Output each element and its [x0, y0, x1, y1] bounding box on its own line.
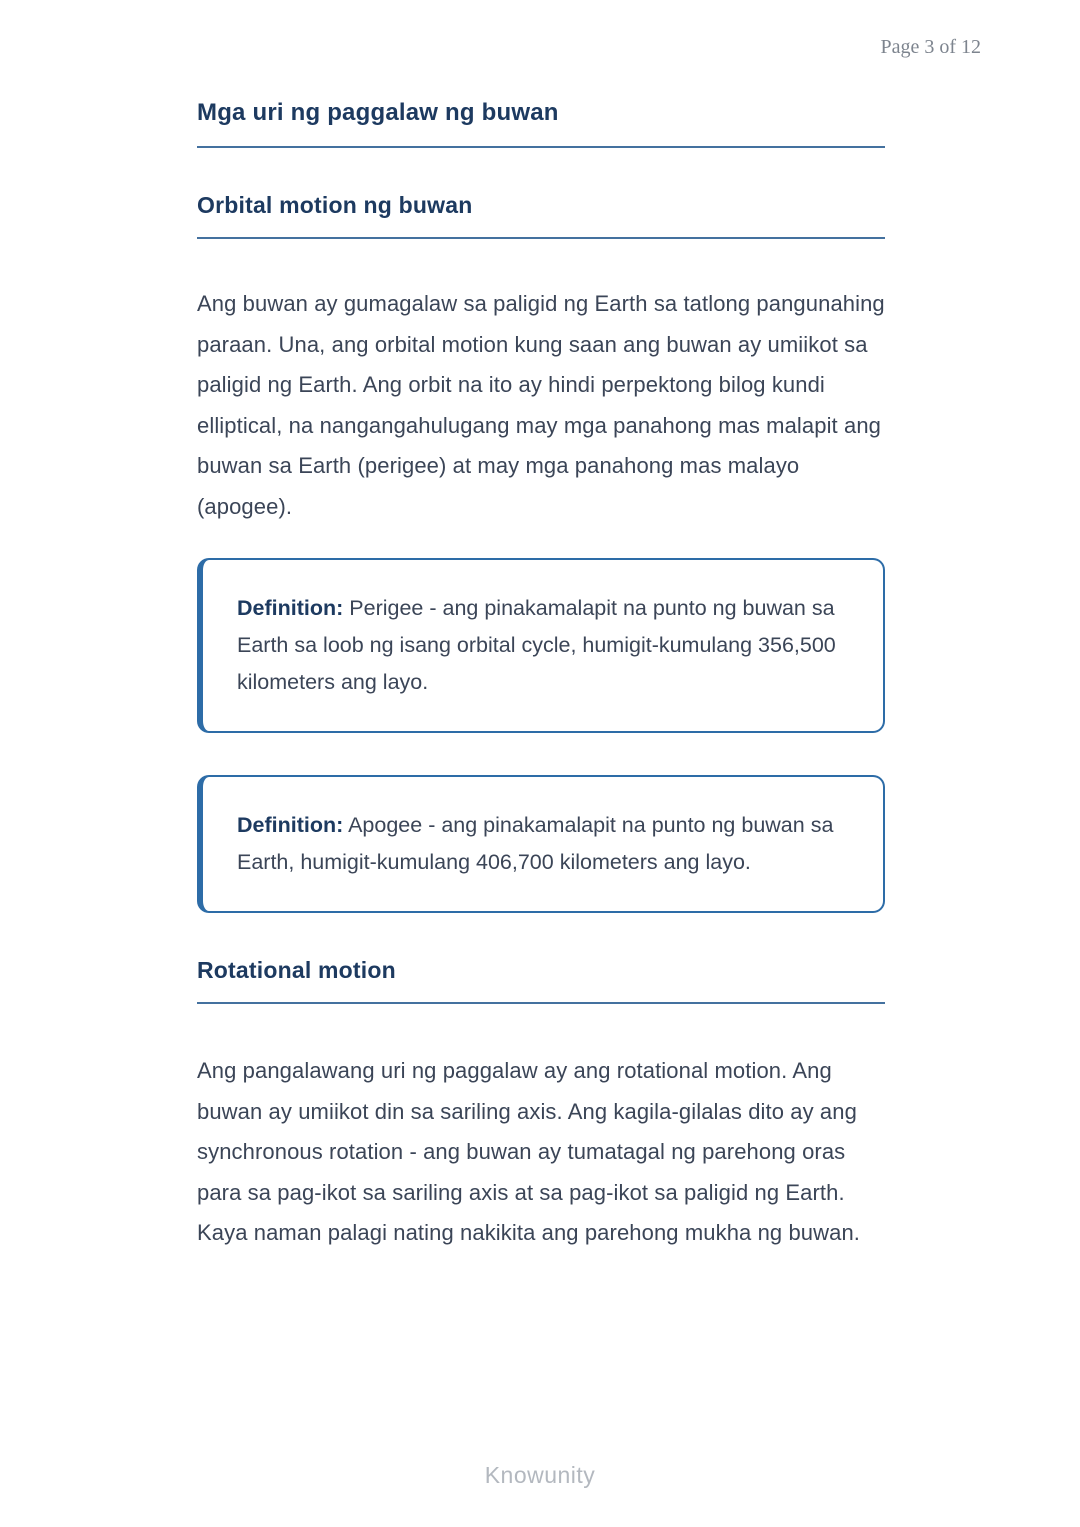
orbital-motion-paragraph: Ang buwan ay gumagalaw sa paligid ng Earth sa tatlong pangunahing paraan. Una, ang orbital motion kung saan ang buwan ay umiikot sa paligid ng Earth. Ang orbit na ito ay hindi perpektong bilog kundi elliptical, na nangangahulugang may mga panahong mas malapit ang buwan sa Earth (perigee) at may mga panahong mas malayo (apogee).: [197, 291, 885, 519]
title-rule: [197, 146, 885, 148]
rotational-motion-heading: Rotational motion: [197, 957, 396, 983]
page-number: Page 3 of 12: [880, 36, 981, 58]
orbital-heading-rule: [197, 237, 885, 239]
definition-box-perigee: [197, 558, 885, 733]
page-title: Mga uri ng paggalaw ng buwan: [197, 99, 559, 126]
content-column: [197, 0, 885, 1254]
definition-label: Definition:: [237, 596, 344, 620]
footer-brand: Knowunity: [484, 1462, 596, 1488]
definition-label: Definition:: [237, 813, 344, 837]
rotational-heading-rule: [197, 1002, 885, 1004]
orbital-motion-heading: Orbital motion ng buwan: [197, 192, 473, 218]
rotational-motion-paragraph: Ang pangalawang uri ng paggalaw ay ang rotational motion. Ang buwan ay umiikot din sa sariling axis. Ang kagila-gilalas dito ay ang synchronous rotation - ang buwan ay tumatagal ng parehong oras para sa pag-ikot sa sariling axis at sa pag-ikot sa paligid ng Earth. Kaya naman palagi nating nakikita ang parehong mukha ng buwan.: [197, 1058, 860, 1245]
definition-text-apogee: Apogee - ang pinakamalapit na punto ng buwan sa Earth, humigit-kumulang 406,700 kilometers ang layo.: [237, 813, 834, 874]
definition-box-apogee: [197, 775, 885, 913]
definition-text-perigee: Perigee - ang pinakamalapit na punto ng buwan sa Earth sa loob ng isang orbital cycle, humigit-kumulang 356,500 kilometers ang layo.: [237, 596, 836, 694]
